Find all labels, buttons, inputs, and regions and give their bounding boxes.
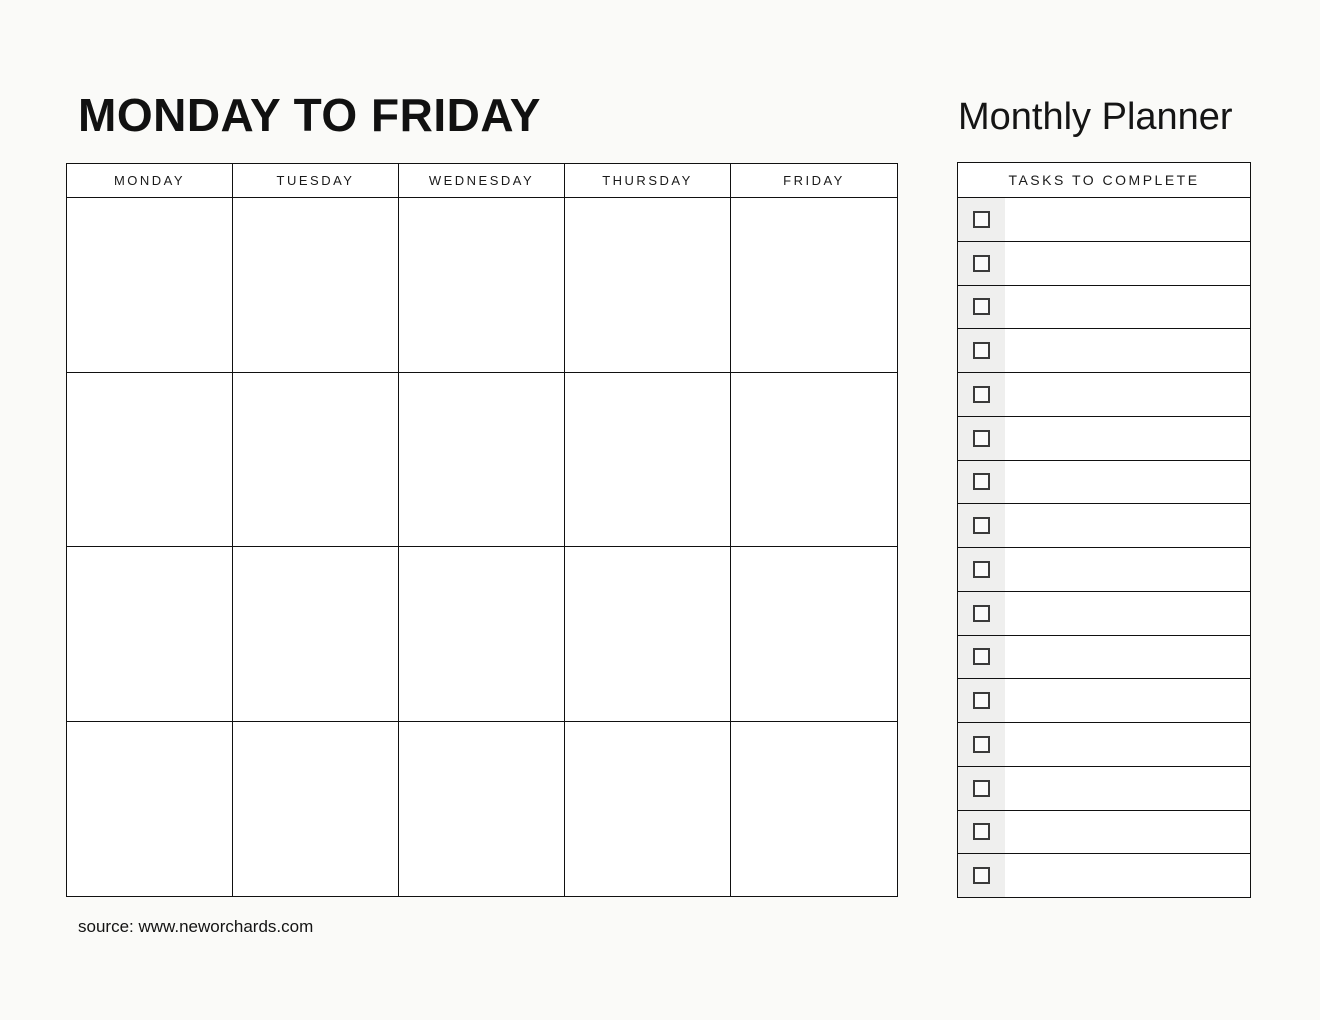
task-text-field[interactable] xyxy=(1005,679,1250,722)
task-text-field[interactable] xyxy=(1005,242,1250,285)
task-row xyxy=(958,548,1250,592)
day-cell-wednesday-row2[interactable] xyxy=(399,373,565,548)
day-cell-monday-row4[interactable] xyxy=(67,722,233,897)
page-title: MONDAY TO FRIDAY xyxy=(78,89,541,141)
task-checkbox-cell xyxy=(958,767,1005,810)
task-text-field[interactable] xyxy=(1005,767,1250,810)
task-row xyxy=(958,242,1250,286)
day-header-tuesday: TUESDAY xyxy=(233,164,399,197)
day-cell-monday-row2[interactable] xyxy=(67,373,233,548)
task-text-field[interactable] xyxy=(1005,811,1250,854)
task-checkbox-cell xyxy=(958,811,1005,854)
task-checkbox-cell xyxy=(958,548,1005,591)
task-row xyxy=(958,723,1250,767)
task-text-field[interactable] xyxy=(1005,504,1250,547)
task-checkbox-icon[interactable] xyxy=(973,517,990,534)
task-checkbox-cell xyxy=(958,198,1005,241)
task-checkbox-cell xyxy=(958,329,1005,372)
task-text-field[interactable] xyxy=(1005,636,1250,679)
day-header-friday: FRIDAY xyxy=(783,173,845,188)
tasks-panel-header: TASKS TO COMPLETE xyxy=(958,163,1250,198)
sidebar-title: Monthly Planner xyxy=(958,96,1233,138)
task-checkbox-icon[interactable] xyxy=(973,867,990,884)
task-row xyxy=(958,636,1250,680)
task-text-field[interactable] xyxy=(1005,417,1250,460)
day-cell-friday-row2[interactable] xyxy=(731,373,897,548)
day-cell-friday-row1[interactable] xyxy=(731,198,897,373)
task-checkbox-cell xyxy=(958,461,1005,504)
task-row xyxy=(958,679,1250,723)
tasks-list xyxy=(958,198,1250,897)
task-text-field[interactable] xyxy=(1005,461,1250,504)
task-text-field[interactable] xyxy=(1005,548,1250,591)
day-cell-tuesday-row2[interactable] xyxy=(233,373,399,548)
task-checkbox-icon[interactable] xyxy=(973,255,990,272)
task-checkbox-cell xyxy=(958,679,1005,722)
task-checkbox-icon[interactable] xyxy=(973,605,990,622)
task-text-field[interactable] xyxy=(1005,286,1250,329)
task-text-field[interactable] xyxy=(1005,373,1250,416)
day-header-wednesday: WEDNESDAY xyxy=(399,164,565,197)
task-row xyxy=(958,811,1250,855)
day-header-monday: MONDAY xyxy=(67,164,233,197)
day-cell-thursday-row2[interactable] xyxy=(565,373,731,548)
task-row xyxy=(958,767,1250,811)
task-row xyxy=(958,329,1250,373)
task-checkbox-icon[interactable] xyxy=(973,473,990,490)
task-checkbox-cell xyxy=(958,723,1005,766)
day-header-thursday: THURSDAY xyxy=(565,164,731,197)
task-checkbox-icon[interactable] xyxy=(973,692,990,709)
task-row xyxy=(958,286,1250,330)
task-checkbox-icon[interactable] xyxy=(973,780,990,797)
day-cell-wednesday-row4[interactable] xyxy=(399,722,565,897)
task-row xyxy=(958,417,1250,461)
task-checkbox-icon[interactable] xyxy=(973,430,990,447)
task-text-field[interactable] xyxy=(1005,854,1250,897)
task-checkbox-cell xyxy=(958,417,1005,460)
tasks-panel xyxy=(957,162,1251,898)
task-checkbox-cell xyxy=(958,504,1005,547)
task-checkbox-cell xyxy=(958,286,1005,329)
day-cell-monday-row1[interactable] xyxy=(67,198,233,373)
day-cell-tuesday-row3[interactable] xyxy=(233,547,399,722)
task-checkbox-cell xyxy=(958,373,1005,416)
task-row xyxy=(958,373,1250,417)
task-checkbox-icon[interactable] xyxy=(973,648,990,665)
task-checkbox-icon[interactable] xyxy=(973,736,990,753)
task-text-field[interactable] xyxy=(1005,198,1250,241)
day-cell-wednesday-row1[interactable] xyxy=(399,198,565,373)
day-cell-friday-row4[interactable] xyxy=(731,722,897,897)
day-cell-thursday-row3[interactable] xyxy=(565,547,731,722)
task-checkbox-cell xyxy=(958,242,1005,285)
day-cell-tuesday-row4[interactable] xyxy=(233,722,399,897)
week-table-header xyxy=(67,164,897,198)
task-row xyxy=(958,854,1250,897)
task-row xyxy=(958,198,1250,242)
task-checkbox-icon[interactable] xyxy=(973,823,990,840)
task-checkbox-icon[interactable] xyxy=(973,386,990,403)
day-cell-friday-row3[interactable] xyxy=(731,547,897,722)
day-cell-wednesday-row3[interactable] xyxy=(399,547,565,722)
task-checkbox-icon[interactable] xyxy=(973,561,990,578)
day-cell-thursday-row4[interactable] xyxy=(565,722,731,897)
source-attribution: source: www.neworchards.com xyxy=(78,917,314,936)
day-cell-monday-row3[interactable] xyxy=(67,547,233,722)
day-cell-tuesday-row1[interactable] xyxy=(233,198,399,373)
task-checkbox-icon[interactable] xyxy=(973,211,990,228)
task-text-field[interactable] xyxy=(1005,723,1250,766)
week-table-body xyxy=(67,198,897,896)
task-checkbox-cell xyxy=(958,592,1005,635)
task-row xyxy=(958,504,1250,548)
task-text-field[interactable] xyxy=(1005,329,1250,372)
week-table xyxy=(66,163,898,897)
task-checkbox-icon[interactable] xyxy=(973,298,990,315)
task-text-field[interactable] xyxy=(1005,592,1250,635)
day-cell-thursday-row1[interactable] xyxy=(565,198,731,373)
task-row xyxy=(958,592,1250,636)
task-checkbox-cell xyxy=(958,854,1005,897)
task-checkbox-cell xyxy=(958,636,1005,679)
task-row xyxy=(958,461,1250,505)
task-checkbox-icon[interactable] xyxy=(973,342,990,359)
